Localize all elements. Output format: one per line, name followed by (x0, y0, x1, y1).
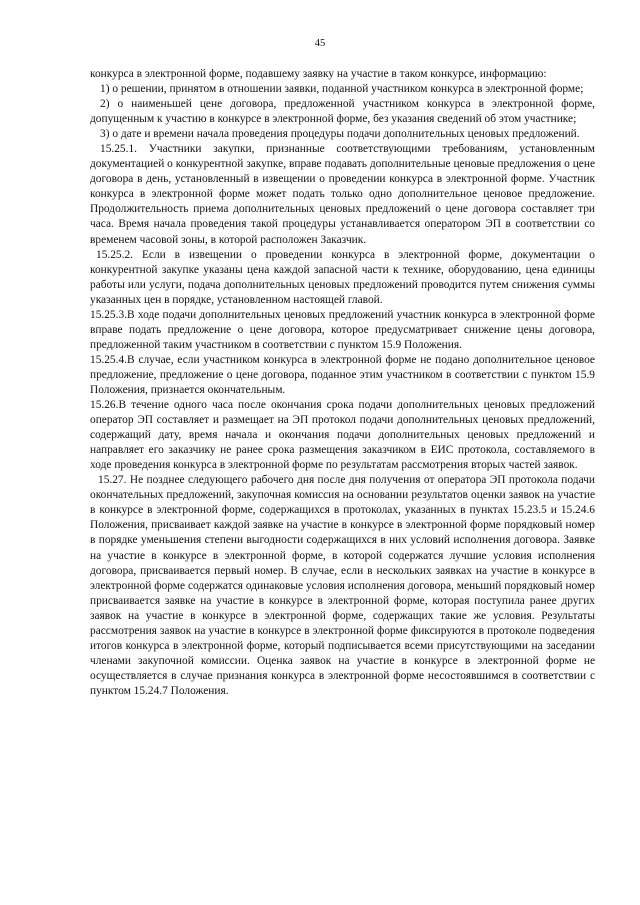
paragraph-intro: конкурса в электронной форме, подавшему заявку на участие в таком конкурсе, информацию: (90, 68, 547, 80)
paragraph-15-26: 15.26.В течение одного часа после окончания срока подачи дополнительных ценовых предложений оператор ЭП составляет и размещает на ЭП протокол подачи дополнительных ценовых предложений, содержащий дату, время начала и окончания подачи дополнительных ценовых предложений и направляет его заказчику не ранее срока размещения заказчиком в ЕИС протокола, составляемого в ходе проведения конкурса в электронной форме по результатам рассмотрения вторых частей заявок. (90, 399, 595, 472)
document-body (90, 67, 595, 699)
paragraph-15-25-4: 15.25.4.В случае, если участником конкурса в электронной форме не подано дополнительное ценовое предложение, предложение о цене договора, поданное этим участником в соответствии с пунктом 15.9 Положения, признается окончательным. (90, 353, 595, 396)
page-number: 45 (314, 38, 326, 49)
paragraph-item-2: 2) о наименьшей цене договора, предложенной участником конкурса в электронной форме, допущенным к участию в конкурсе в электронной форме, без указания сведений об этом участнике; (90, 98, 595, 126)
paragraph-15-25-2: 15.25.2. Если в извещении о проведении конкурса в электронной форме, документации о конкурентной закупке указаны цена каждой запасной части к технике, оборудованию, цена единицы работы или услуги, подача дополнительных ценовых предложений проводится путем снижения суммы указанных цен в порядке, установленном настоящей главой. (90, 248, 595, 306)
paragraph-15-27: 15.27. Не позднее следующего рабочего дня после дня получения от оператора ЭП протокола подачи окончательных предложений, закупочная комиссия на основании результатов оценки заявок на участие в конкурсе в электронной форме, содержащихся в протоколах, указанных в пунктах 15.23.5 и 15.24.6 Положения, присваивает каждой заявке на участие в конкурсе в электронной форме порядковый номер в порядке уменьшения степени выгодности содержащихся в них условий исполнения договора. Заявке на участие в конкурсе в электронной форме, в которой содержатся лучшие условия исполнения договора, присваивается первый номер. В случае, если в нескольких заявках на участие в конкурсе в электронной форме содержатся одинаковые условия исполнения договора, меньший порядковый номер присваивается заявке на участие в конкурсе в электронной форме, которая поступила ранее других заявок на участие в конкурсе в электронной форме, содержащих такие же условия. Результаты рассмотрения заявок на участие в конкурсе в электронной форме фиксируются в протоколе подведения итогов конкурса в электронной форме, который подписывается всеми присутствующими на заседании членами закупочной комиссии. Оценка заявок на участие в конкурсе в электронной форме не осуществляется в случае признания конкурса в электронной форме несостоявшимся в соответствии с пунктом 15.24.7 Положения. (90, 474, 595, 697)
paragraph-15-25-1: 15.25.1. Участники закупки, признанные соответствующими требованиям, установленным документацией о конкурентной закупке, вправе подавать дополнительные ценовые предложения о цене договора в день, установленный в извещении о проведении конкурса в электронной форме. Участник конкурса в электронной форме может подать только одно дополнительное ценовое предложение. Продолжительность приема дополнительных ценовых предложений о цене договора составляет три часа. Время начала проведения такой процедуры устанавливается оператором ЭП в соответствии со временем часовой зоны, в которой расположен Заказчик. (90, 143, 595, 246)
paragraph-15-25-3: 15.25.3.В ходе подачи дополнительных ценовых предложений участник конкурса в электронной форме вправе подать предложение о цене договора, которое предусматривает снижение цены договора, предложенной таким участником в соответствии с пунктом 15.9 Положения. (90, 308, 595, 351)
paragraph-item-1: 1) о решении, принятом в отношении заявки, поданной участником конкурса в электронной форме; (100, 83, 584, 96)
paragraph-item-3: 3) о дате и времени начала проведения процедуры подачи дополнительных ценовых предложений. (100, 128, 580, 141)
